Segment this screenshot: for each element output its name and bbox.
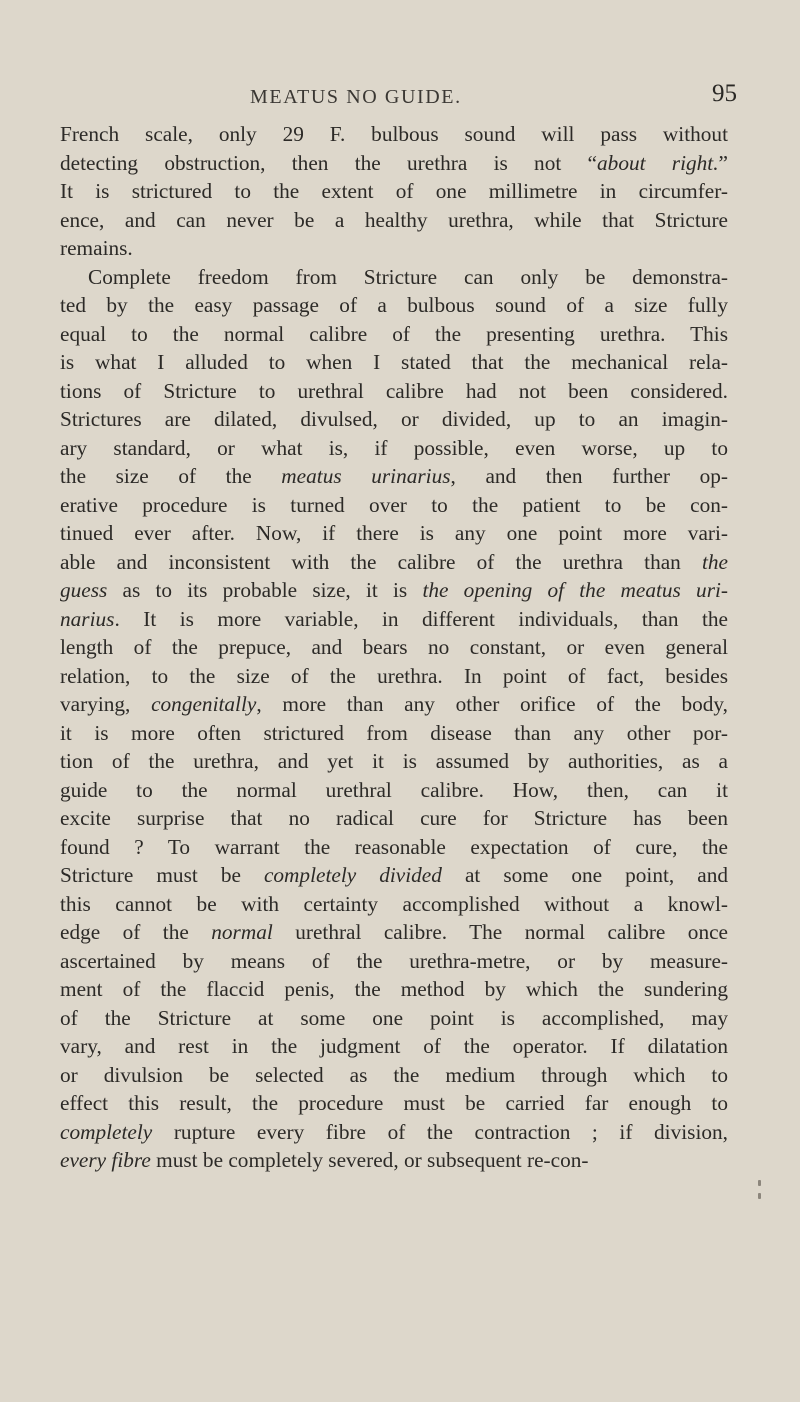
text-line	[60, 548, 728, 577]
running-title: MEATUS NO GUIDE.	[250, 86, 462, 108]
text-run: edge of the	[60, 920, 212, 944]
paper-speck	[758, 1193, 761, 1199]
text-line	[60, 291, 728, 320]
text-run: ment of the flaccid penis, the method by which the sundering	[60, 977, 728, 1001]
text-run: tions of Stricture to urethral calibre had not been considered.	[60, 378, 728, 403]
italic-text: guess	[60, 578, 108, 602]
text-line	[60, 177, 728, 206]
italic-text: completely	[60, 1119, 153, 1144]
text-line	[60, 462, 728, 491]
text-run: erative procedure is turned over to the patient to be con-	[60, 492, 728, 517]
text-line	[60, 149, 728, 178]
text-run: of the Stricture at some one point is accomplished, may	[60, 1005, 728, 1030]
text-run: It is strictured to the extent of one millimetre in circumfer-	[60, 179, 728, 203]
text-run: . It is more variable, in different individuals, than the	[114, 606, 728, 631]
text-run: tinued ever after. Now, if there is any one point more vari-	[60, 521, 728, 545]
text-run: ”	[718, 150, 728, 175]
text-run: able and inconsistent with the calibre of the urethra than	[60, 549, 702, 574]
text-line	[60, 519, 728, 548]
text-run: effect this result, the procedure must be carried far enough to	[60, 1091, 728, 1115]
italic-text: every fibre	[60, 1148, 151, 1172]
text-line	[60, 491, 728, 520]
body-text	[60, 120, 728, 1175]
text-line	[60, 975, 728, 1004]
text-run: detecting obstruction, then the urethra is not “	[60, 150, 598, 175]
text-line	[60, 747, 728, 776]
text-line	[60, 804, 728, 833]
page-header	[0, 80, 800, 116]
text-line	[60, 833, 728, 862]
text-run: Strictures are dilated, divulsed, or divided, up to an imagin-	[60, 407, 728, 431]
text-line	[60, 633, 728, 662]
text-run: relation, to the size of the urethra. In point of fact, besides	[60, 663, 728, 688]
text-run: is what I alluded to when I stated that the mechanical rela-	[60, 350, 728, 374]
text-line	[60, 377, 728, 406]
italic-text: about right.	[597, 150, 719, 175]
text-line	[60, 576, 728, 605]
text-line	[60, 1089, 728, 1118]
text-run: equal to the normal calibre of the presenting urethra. This	[60, 321, 728, 346]
italic-text: normal	[211, 920, 273, 944]
italic-text: narius	[60, 606, 115, 631]
text-line	[60, 890, 728, 919]
text-line	[60, 234, 728, 263]
text-line	[60, 120, 728, 149]
text-line	[60, 1146, 728, 1175]
text-line	[60, 776, 728, 805]
text-line	[60, 861, 728, 890]
text-line	[60, 719, 728, 748]
text-run: ted by the easy passage of a bulbous sound of a size fully	[60, 293, 728, 317]
text-run: guide to the normal urethral calibre. How, then, can it	[60, 777, 728, 802]
text-line	[60, 1118, 728, 1147]
italic-text: the	[701, 549, 728, 574]
text-line	[60, 947, 728, 976]
text-run: varying,	[60, 692, 152, 716]
text-run: Stricture must be	[60, 863, 264, 887]
text-line	[60, 690, 728, 719]
text-line	[60, 1004, 728, 1033]
italic-text: congenitally	[151, 692, 257, 716]
text-line	[60, 206, 728, 235]
text-line	[60, 320, 728, 349]
text-run: the size of the	[60, 464, 282, 488]
text-line	[60, 348, 728, 377]
text-run: remains.	[60, 236, 133, 260]
text-run: it is more often strictured from disease than any other por-	[60, 720, 728, 745]
page-number: 95	[712, 80, 737, 107]
text-run: French scale, only 29 F. bulbous sound will pass without	[60, 122, 728, 146]
text-run: vary, and rest in the judgment of the operator. If dilatation	[60, 1034, 728, 1058]
text-line	[60, 1032, 728, 1061]
text-run: ascertained by means of the urethra-metre, or by measure-	[60, 948, 728, 973]
text-line	[60, 1061, 728, 1090]
text-run: ence, and can never be a healthy urethra, while that Stricture	[60, 207, 728, 232]
text-run: length of the prepuce, and bears no constant, or even general	[60, 635, 728, 659]
text-line	[60, 918, 728, 947]
text-run: ary standard, or what is, if possible, even worse, up to	[60, 435, 728, 460]
text-line	[60, 263, 728, 292]
text-run: tion of the urethra, and yet it is assumed by authorities, as a	[60, 749, 728, 773]
text-line	[60, 662, 728, 691]
italic-text: the opening of the meatus uri-	[422, 578, 728, 602]
italic-text: meatus urinarius	[281, 464, 451, 488]
text-run: at some one point, and	[441, 863, 729, 887]
text-line	[60, 405, 728, 434]
italic-text: completely divided	[263, 863, 442, 887]
text-run: this cannot be with certainty accomplished without a knowl-	[60, 891, 728, 916]
text-run: or divulsion be selected as the medium through which to	[60, 1062, 728, 1087]
text-run: must be completely severed, or subsequent re-con-	[150, 1148, 589, 1172]
text-run: as to its probable size, it is	[107, 578, 423, 602]
text-run: , more than any other orifice of the body,	[256, 692, 728, 716]
text-run: , and then further op-	[450, 464, 729, 488]
text-line	[60, 605, 728, 634]
text-run: found ? To warrant the reasonable expectation of cure, the	[60, 834, 728, 859]
text-line	[60, 434, 728, 463]
paper-speck	[758, 1180, 761, 1186]
text-run: rupture every fibre of the contraction ; if division,	[152, 1119, 728, 1144]
text-run: excite surprise that no radical cure for Stricture has been	[60, 806, 728, 830]
text-run: urethral calibre. The normal calibre once	[272, 920, 729, 944]
text-run: Complete freedom from Stricture can only be demonstra-	[88, 264, 728, 289]
